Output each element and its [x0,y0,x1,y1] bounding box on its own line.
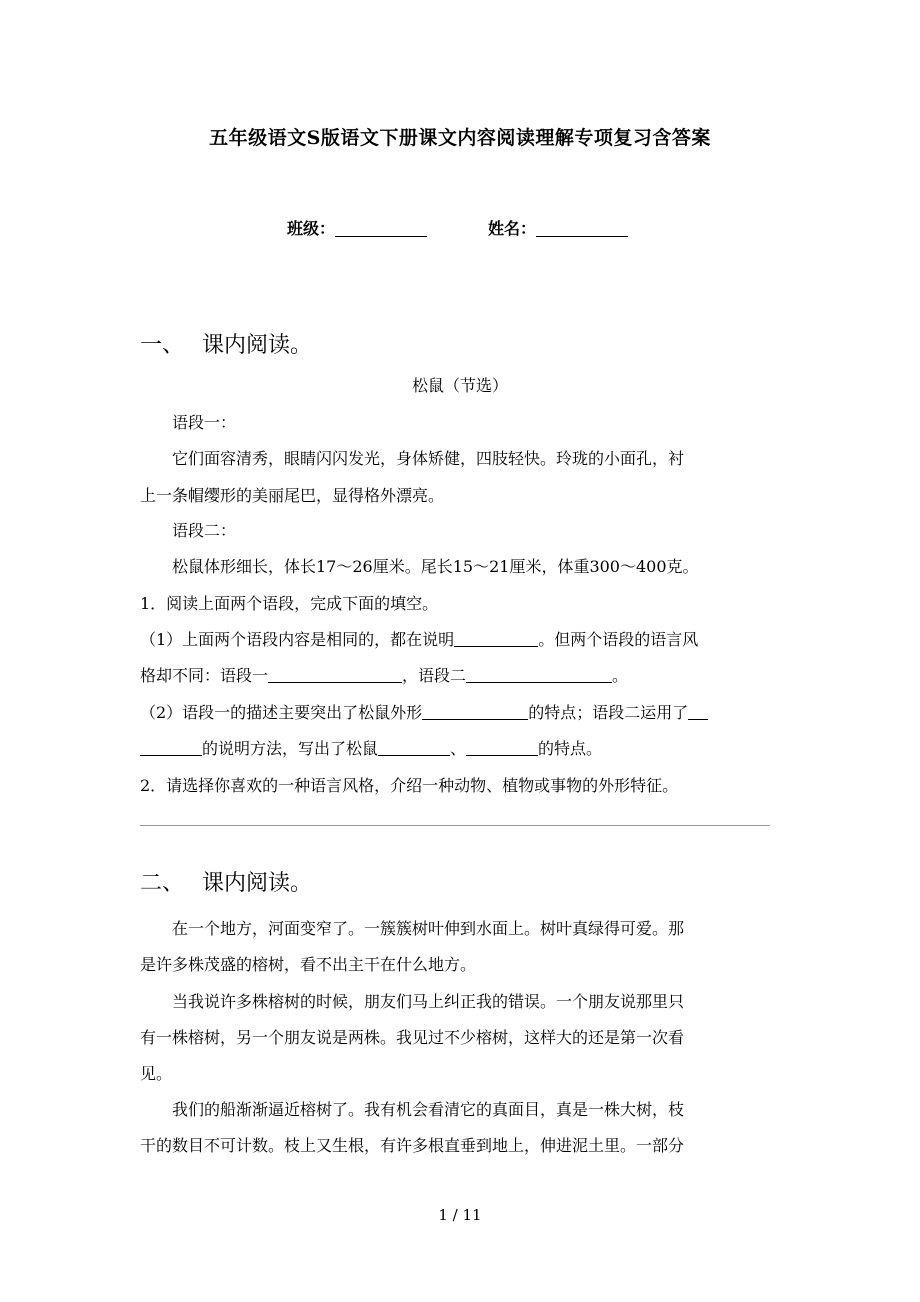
section-1-heading [140,328,312,359]
passage-title: 松鼠（节选） [411,376,508,395]
answer-blank [454,632,538,647]
s2-p1-line2: 是许多株茂盛的榕树，看不出主干在什么地方。 [140,955,477,974]
q1-1-text-d: ，语段二 [402,666,467,685]
para1-line2: 上一条帽缨形的美丽尾巴，显得格外漂亮。 [140,486,445,505]
answer-line [140,825,770,826]
para2-line1: 松鼠体形细长，体长17～26厘米。尾长15～21厘米，体重300～400克。 [172,557,699,576]
question-1-2-line1 [140,700,708,723]
s2-p2-line3: 见。 [140,1064,173,1083]
section-2-heading-text: 课内阅读。 [202,871,313,896]
answer-blank [466,668,612,683]
section-1-heading-text: 课内阅读。 [202,333,313,358]
document-title: 五年级语文S版语文下册课文内容阅读理解专项复习含答案 [209,127,711,149]
answer-blank [466,741,538,756]
q1-1-text-b: 。但两个语段的语言风 [538,630,699,649]
answer-blank [140,741,202,756]
page-number: 1 / 11 [438,1206,482,1224]
para1-line1: 它们面容清秀，眼睛闪闪发光，身体矫健，四肢轻快。玲珑的小面孔，衬 [172,449,685,468]
q1-1-text-e: 。 [612,666,629,685]
q1-2-text-e: 的特点。 [538,739,603,758]
name-field [488,216,628,239]
section-2-heading [140,866,312,897]
q1-2-text-a: （2）语段一的描述主要突出了松鼠外形 [140,703,423,722]
section-2-number: 二、 [140,871,185,896]
question-1-2-line2 [140,736,602,759]
section-1-number: 一、 [140,333,185,358]
q1-2-text-b: 的特点；语段二运用了 [528,703,689,722]
question-1-1-line1 [140,627,698,650]
q1-1-text-a: （1）上面两个语段内容是相同的，都在说明 [140,630,455,649]
answer-blank [688,705,708,720]
s2-p3-line1: 我们的船渐渐逼近榕树了。我有机会看清它的真面目，真是一株大树，枝 [172,1100,685,1119]
s2-p2-line2: 有一株榕树，另一个朋友说是两株。我见过不少榕树，这样大的还是第一次看 [140,1028,685,1047]
q1-2-text-c: 的说明方法，写出了松鼠 [202,739,379,758]
s2-p3-line2: 干的数目不可计数。枝上又生根，有许多根直垂到地上，伸进泥土里。一部分 [140,1136,685,1155]
name-label: 姓名： [488,219,537,238]
answer-blank [378,741,450,756]
class-field [287,216,427,239]
s2-p2-line1: 当我说许多株榕树的时候，朋友们马上纠正我的错误。一个朋友说那里只 [172,992,685,1011]
q1-1-text-c: 格却不同：语段一 [140,666,269,685]
para2-label: 语段二： [172,521,237,540]
question-1: 1．阅读上面两个语段，完成下面的填空。 [140,594,439,613]
answer-blank [422,705,528,720]
question-1-1-line2 [140,663,628,686]
s2-p1-line1: 在一个地方，河面变窄了。一簇簇树叶伸到水面上。树叶真绿得可爱。那 [172,919,685,938]
class-label: 班级： [287,219,336,238]
para1-label: 语段一： [172,413,237,432]
class-blank [335,220,427,237]
question-2: 2．请选择你喜欢的一种语言风格，介绍一种动物、植物或事物的外形特征。 [140,776,679,795]
name-blank [536,220,628,237]
answer-blank [268,668,402,683]
q1-2-text-d: 、 [450,739,467,758]
